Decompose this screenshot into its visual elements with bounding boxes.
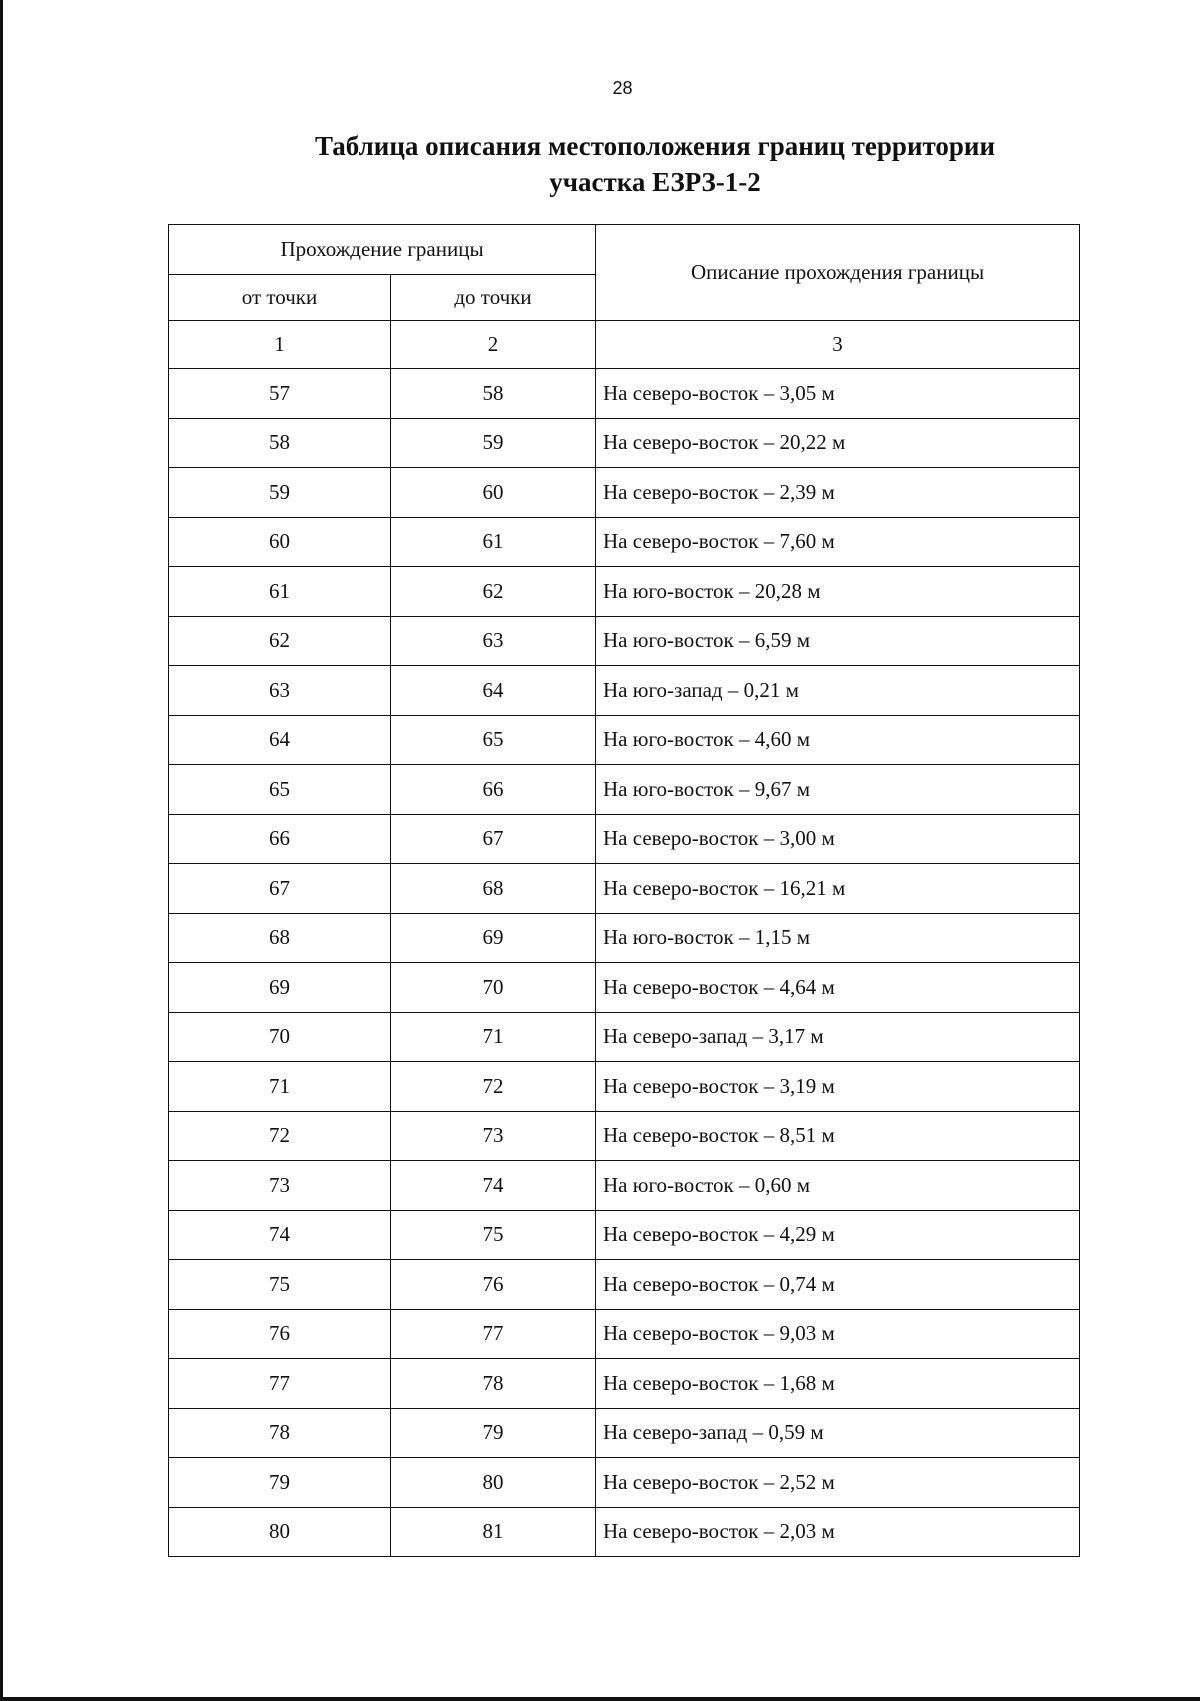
table-row xyxy=(169,1062,1080,1112)
table-body xyxy=(169,369,1080,1557)
to-point-cell: 73 xyxy=(391,1111,596,1161)
header-description-cell: Описание прохождения границы xyxy=(596,225,1080,321)
table-row xyxy=(169,1111,1080,1161)
to-point-cell: 69 xyxy=(391,913,596,963)
from-point-cell: 77 xyxy=(169,1359,391,1409)
description-cell: На северо-восток – 2,03 м xyxy=(596,1507,1080,1557)
from-point-cell: 78 xyxy=(169,1408,391,1458)
to-point-cell: 67 xyxy=(391,814,596,864)
document-title xyxy=(260,128,1050,200)
description-cell: На юго-восток – 1,15 м xyxy=(596,913,1080,963)
document-title-line-2: участка ЕЗРЗ-1-2 xyxy=(549,167,761,197)
to-point-cell: 63 xyxy=(391,616,596,666)
boundary-table xyxy=(168,224,1080,1557)
to-point-cell: 71 xyxy=(391,1012,596,1062)
table-row xyxy=(169,1161,1080,1211)
table-row xyxy=(169,963,1080,1013)
to-point-cell: 58 xyxy=(391,369,596,419)
description-cell: На северо-восток – 3,00 м xyxy=(596,814,1080,864)
header-to-cell: до точки xyxy=(391,275,596,321)
to-point-cell: 62 xyxy=(391,567,596,617)
description-cell: На юго-восток – 9,67 м xyxy=(596,765,1080,815)
table-row xyxy=(169,1408,1080,1458)
description-cell: На северо-восток – 8,51 м xyxy=(596,1111,1080,1161)
to-point-cell: 76 xyxy=(391,1260,596,1310)
header-from-cell: от точки xyxy=(169,275,391,321)
header-group-cell: Прохождение границы xyxy=(169,225,596,275)
from-point-cell: 58 xyxy=(169,418,391,468)
from-point-cell: 72 xyxy=(169,1111,391,1161)
table-row xyxy=(169,666,1080,716)
from-point-cell: 74 xyxy=(169,1210,391,1260)
to-point-cell: 65 xyxy=(391,715,596,765)
from-point-cell: 66 xyxy=(169,814,391,864)
from-point-cell: 61 xyxy=(169,567,391,617)
description-cell: На северо-восток – 4,29 м xyxy=(596,1210,1080,1260)
table-header xyxy=(169,225,1080,369)
table-row xyxy=(169,913,1080,963)
to-point-cell: 64 xyxy=(391,666,596,716)
table-row xyxy=(169,1210,1080,1260)
from-point-cell: 68 xyxy=(169,913,391,963)
description-cell: На северо-восток – 3,19 м xyxy=(596,1062,1080,1112)
from-point-cell: 65 xyxy=(169,765,391,815)
table-row xyxy=(169,715,1080,765)
description-cell: На юго-восток – 20,28 м xyxy=(596,567,1080,617)
from-point-cell: 73 xyxy=(169,1161,391,1211)
description-cell: На юго-восток – 0,60 м xyxy=(596,1161,1080,1211)
to-point-cell: 81 xyxy=(391,1507,596,1557)
description-cell: На северо-восток – 0,74 м xyxy=(596,1260,1080,1310)
from-point-cell: 57 xyxy=(169,369,391,419)
to-point-cell: 77 xyxy=(391,1309,596,1359)
from-point-cell: 64 xyxy=(169,715,391,765)
from-point-cell: 59 xyxy=(169,468,391,518)
table-row xyxy=(169,468,1080,518)
to-point-cell: 78 xyxy=(391,1359,596,1409)
description-cell: На северо-восток – 2,52 м xyxy=(596,1458,1080,1508)
from-point-cell: 67 xyxy=(169,864,391,914)
from-point-cell: 75 xyxy=(169,1260,391,1310)
from-point-cell: 71 xyxy=(169,1062,391,1112)
to-point-cell: 68 xyxy=(391,864,596,914)
table-row xyxy=(169,1012,1080,1062)
table-row xyxy=(169,418,1080,468)
description-cell: На северо-восток – 16,21 м xyxy=(596,864,1080,914)
from-point-cell: 62 xyxy=(169,616,391,666)
description-cell: На северо-восток – 7,60 м xyxy=(596,517,1080,567)
table-row xyxy=(169,765,1080,815)
from-point-cell: 70 xyxy=(169,1012,391,1062)
table-row xyxy=(169,616,1080,666)
header-row-group xyxy=(169,225,1080,275)
table-row xyxy=(169,1458,1080,1508)
table-row xyxy=(169,567,1080,617)
description-cell: На юго-восток – 6,59 м xyxy=(596,616,1080,666)
from-point-cell: 60 xyxy=(169,517,391,567)
to-point-cell: 59 xyxy=(391,418,596,468)
to-point-cell: 75 xyxy=(391,1210,596,1260)
to-point-cell: 66 xyxy=(391,765,596,815)
to-point-cell: 70 xyxy=(391,963,596,1013)
table-row xyxy=(169,864,1080,914)
column-number-cell: 1 xyxy=(169,321,391,369)
description-cell: На северо-восток – 20,22 м xyxy=(596,418,1080,468)
description-cell: На северо-восток – 1,68 м xyxy=(596,1359,1080,1409)
to-point-cell: 60 xyxy=(391,468,596,518)
from-point-cell: 80 xyxy=(169,1507,391,1557)
from-point-cell: 76 xyxy=(169,1309,391,1359)
column-number-cell: 2 xyxy=(391,321,596,369)
table-row xyxy=(169,1260,1080,1310)
page-border-bottom xyxy=(0,1697,1200,1701)
table-row xyxy=(169,1359,1080,1409)
description-cell: На юго-восток – 4,60 м xyxy=(596,715,1080,765)
description-cell: На северо-запад – 3,17 м xyxy=(596,1012,1080,1062)
table-row xyxy=(169,1507,1080,1557)
column-number-row xyxy=(169,321,1080,369)
table-row xyxy=(169,1309,1080,1359)
from-point-cell: 79 xyxy=(169,1458,391,1508)
to-point-cell: 80 xyxy=(391,1458,596,1508)
to-point-cell: 61 xyxy=(391,517,596,567)
description-cell: На северо-восток – 4,64 м xyxy=(596,963,1080,1013)
column-number-cell: 3 xyxy=(596,321,1080,369)
table-row xyxy=(169,369,1080,419)
to-point-cell: 79 xyxy=(391,1408,596,1458)
from-point-cell: 63 xyxy=(169,666,391,716)
description-cell: На северо-восток – 3,05 м xyxy=(596,369,1080,419)
table-row xyxy=(169,517,1080,567)
description-cell: На северо-восток – 2,39 м xyxy=(596,468,1080,518)
page-number: 28 xyxy=(612,78,633,98)
document-title-line-1: Таблица описания местоположения границ территории xyxy=(314,131,996,161)
description-cell: На северо-восток – 9,03 м xyxy=(596,1309,1080,1359)
page-border-left xyxy=(0,0,3,1701)
table-row xyxy=(169,814,1080,864)
to-point-cell: 72 xyxy=(391,1062,596,1112)
from-point-cell: 69 xyxy=(169,963,391,1013)
description-cell: На северо-запад – 0,59 м xyxy=(596,1408,1080,1458)
description-cell: На юго-запад – 0,21 м xyxy=(596,666,1080,716)
to-point-cell: 74 xyxy=(391,1161,596,1211)
